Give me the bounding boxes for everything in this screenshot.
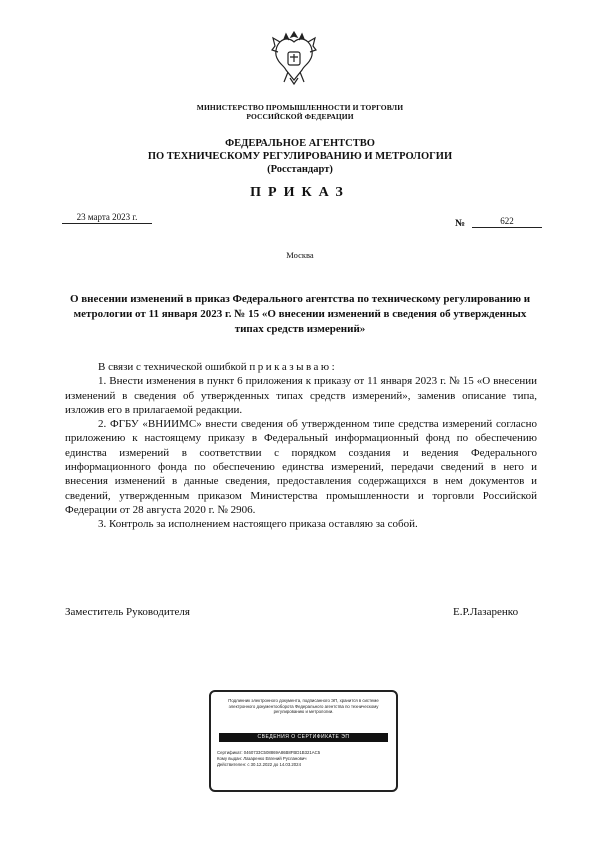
- intro-lead: В связи с технической ошибкой: [98, 361, 247, 373]
- order-city: Москва: [286, 250, 314, 260]
- item-2: 2. ФГБУ «ВНИИМС» внести сведения об утвержденном типе средства измерений согласно приложению к настоящему приказу в Федеральный информационный фонд по обеспечению единства измерений в соответствии с порядком создания и ведения Федерального информационного фонда по обеспечению единства измерений, передачи сведений в него и внесения изменений в данные сведения, предоставления содержащихся в нем документов и сведений, утвержденным приказом Министерства промышленности и торговли Российской Федерации от 28 августа 2020 г. № 2906.: [65, 418, 537, 516]
- item-1: 1. Внести изменения в пункт 6 приложения к приказу от 11 января 2023 г. № 15 «О внесении изменений в сведения об утвержденных типах средств измерений», заменив описание типа, изложив его в прилагаемой редакции.: [65, 375, 537, 416]
- order-date: 23 марта 2023 г.: [62, 212, 152, 224]
- signer-title: Заместитель Руководителя: [65, 606, 190, 618]
- agency-name: [110, 137, 490, 176]
- intro-paragraph: [65, 360, 537, 374]
- stamp-detail-line: Кому выдан: Лазаренко Евгений Русланович: [217, 756, 307, 762]
- stamp-detail-line: Действителен: с 30.12.2022 до 14.03.2024: [217, 762, 301, 768]
- agency-line: ФЕДЕРАЛЬНОЕ АГЕНТСТВО: [225, 138, 375, 149]
- order-subject: О внесении изменений в приказ Федерального агентства по техническому регулированию и метрологии от 11 января 2023 г. № 15 «О внесении изменений в сведения об утвержденных типах средств измерений»: [69, 293, 531, 335]
- order-body: [65, 360, 537, 532]
- order-title: ПРИКАЗ: [250, 185, 350, 200]
- number-sign: №: [455, 218, 466, 229]
- agency-line: (Росстандарт): [267, 164, 333, 175]
- stamp-certificate-bar: СВЕДЕНИЯ О СЕРТИФИКАТЕ ЭП: [219, 733, 388, 742]
- electronic-signature-stamp: [209, 690, 398, 792]
- signer-name: Е.Р.Лазаренко: [453, 606, 519, 618]
- stamp-text: Подлинник электронного документа, подписанного ЭП, хранится в системе электронного документооборота Федерального агентства по техническому регулированию и метрологии.: [228, 698, 379, 715]
- order-keyword: приказываю:: [249, 361, 338, 373]
- item-3: 3. Контроль за исполнением настоящего приказа оставляю за собой.: [98, 518, 418, 531]
- ministry-line: РОССИЙСКОЙ ФЕДЕРАЦИИ: [246, 112, 354, 121]
- agency-line: ПО ТЕХНИЧЕСКОМУ РЕГУЛИРОВАНИЮ И МЕТРОЛОГИИ: [147, 151, 453, 162]
- coat-of-arms-emblem: [270, 28, 318, 88]
- ministry-line: МИНИСТЕРСТВО ПРОМЫШЛЕННОСТИ И ТОРГОВЛИ: [196, 103, 404, 112]
- order-number: 622: [472, 216, 542, 228]
- ministry-name: [150, 103, 450, 121]
- stamp-details: [217, 750, 392, 769]
- stamp-detail-line: Сертификат: 0460733C508869A86B8FBD1B321AC5: [217, 750, 321, 755]
